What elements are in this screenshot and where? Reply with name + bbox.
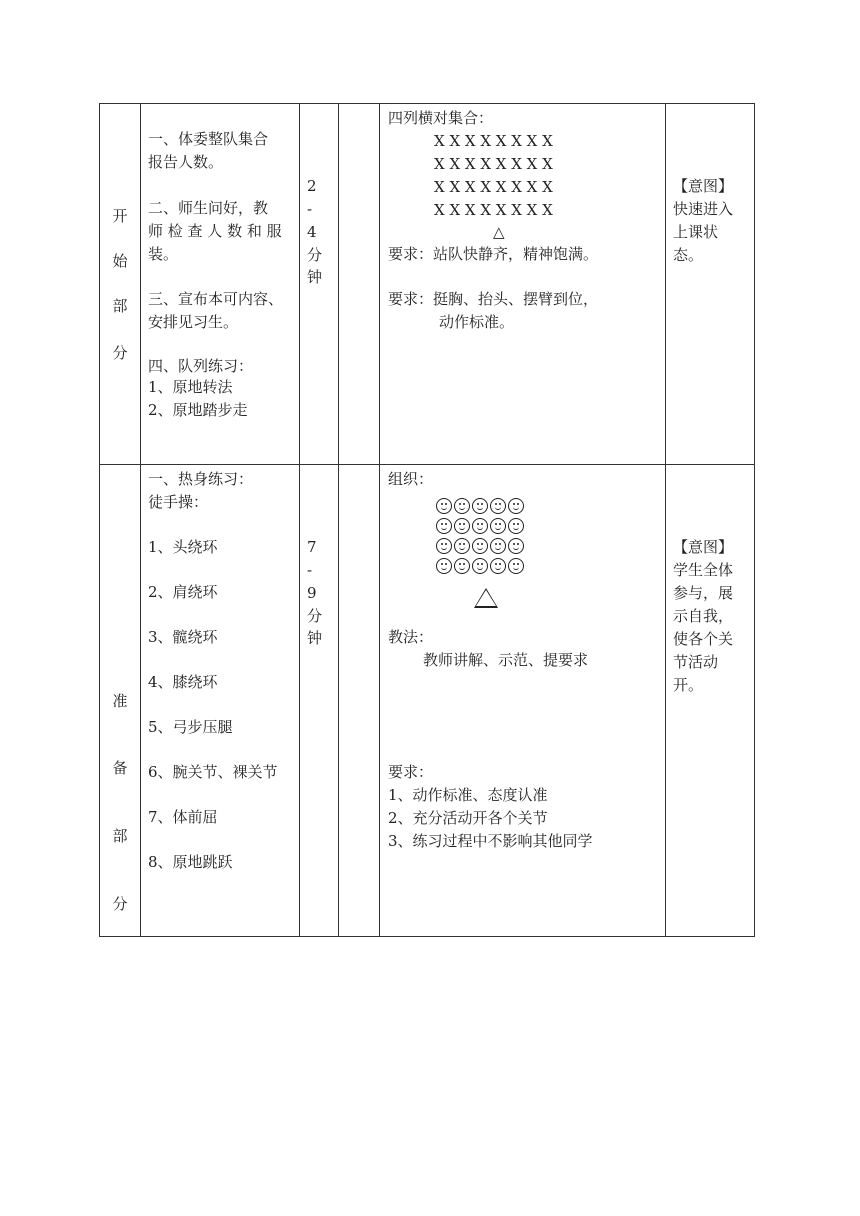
content-line: 安排见习生。 xyxy=(148,313,239,331)
time-char: 钟 xyxy=(307,629,323,647)
formation-row: X X X X X X X X xyxy=(434,132,553,150)
intent-line: 节活动 xyxy=(673,653,719,671)
column-divider xyxy=(665,104,666,464)
part-label-char: 部 xyxy=(112,827,128,845)
intent-line: 态。 xyxy=(673,246,704,264)
content-line: 四、队列练习： xyxy=(148,357,254,375)
exercise-item: 6、腕关节、裸关节 xyxy=(148,763,278,781)
exercise-item: 4、膝绕环 xyxy=(148,673,218,691)
smiley-icon xyxy=(436,518,452,534)
part-label-char: 备 xyxy=(112,759,128,777)
smiley-icon xyxy=(508,558,524,574)
smiley-icon xyxy=(436,538,452,554)
intent-line: 学生全体 xyxy=(673,561,734,579)
intent-line: 上课状 xyxy=(673,223,719,241)
column-divider xyxy=(140,465,141,936)
teacher-triangle-icon xyxy=(474,588,498,608)
content-line: 一、体委整队集合 xyxy=(148,130,269,148)
smiley-icon xyxy=(436,558,452,574)
content-line: 一、热身练习： xyxy=(148,470,254,488)
requirement-title: 要求： xyxy=(388,763,434,781)
smiley-icon xyxy=(472,518,488,534)
column-divider xyxy=(379,465,380,936)
exercise-item: 8、原地跳跃 xyxy=(148,853,233,871)
content-line: 三、宣布本可内容、 xyxy=(148,290,284,308)
smiley-icon xyxy=(490,498,506,514)
smiley-icon xyxy=(472,538,488,554)
column-divider xyxy=(379,104,380,464)
requirement-line: 要求：站队快静齐，精神饱满。 xyxy=(388,245,599,263)
section-prepare-row xyxy=(99,464,755,937)
section-start-row xyxy=(99,103,755,465)
column-divider xyxy=(140,104,141,464)
part-label-char: 部 xyxy=(112,297,128,315)
intent-line: 使各个关 xyxy=(673,630,734,648)
content-line: 报告人数。 xyxy=(148,153,224,171)
requirement-line: 1、动作标准、态度认准 xyxy=(388,786,548,804)
teacher-triangle-icon: △ xyxy=(493,223,505,241)
requirement-line: 动作标准。 xyxy=(439,313,515,331)
smiley-icon xyxy=(508,538,524,554)
formation-row: X X X X X X X X xyxy=(434,155,553,173)
smiley-icon xyxy=(472,558,488,574)
requirement-line: 3、练习过程中不影响其他同学 xyxy=(388,832,593,850)
smiley-icon xyxy=(436,498,452,514)
organization-title: 组织： xyxy=(388,470,434,488)
content-line: 师 检 查 人 数 和 服 xyxy=(148,222,282,240)
lesson-plan-table xyxy=(99,103,755,937)
column-divider xyxy=(299,104,300,464)
smiley-icon xyxy=(490,558,506,574)
column-divider xyxy=(299,465,300,936)
time-char: - xyxy=(307,561,313,579)
smiley-icon xyxy=(454,518,470,534)
content-line: 1、原地转法 xyxy=(148,378,233,396)
time-char: 钟 xyxy=(307,268,323,286)
requirement-line: 要求：挺胸、抬头、摆臂到位， xyxy=(388,290,599,308)
part-label-char: 开 xyxy=(112,207,128,225)
method-text: 教师讲解、示范、提要求 xyxy=(423,651,589,669)
smiley-icon xyxy=(490,538,506,554)
exercise-item: 5、弓步压腿 xyxy=(148,718,233,736)
student-smiley-grid xyxy=(436,498,524,578)
column-divider xyxy=(338,465,339,936)
intent-line: 开。 xyxy=(673,676,704,694)
intent-line: 示自我， xyxy=(673,607,734,625)
intent-line: 【意图】 xyxy=(673,538,734,556)
exercise-item: 3、髋绕环 xyxy=(148,628,218,646)
intent-line: 快速进入 xyxy=(673,200,734,218)
exercise-item: 7、体前屈 xyxy=(148,808,218,826)
exercise-item: 2、肩绕环 xyxy=(148,583,218,601)
part-label-char: 分 xyxy=(112,344,128,362)
time-char: 4 xyxy=(307,223,317,241)
part-label-char: 始 xyxy=(112,252,128,270)
column-divider xyxy=(665,465,666,936)
formation-row: X X X X X X X X xyxy=(434,178,553,196)
time-char: 2 xyxy=(307,177,317,195)
smiley-icon xyxy=(508,498,524,514)
time-char: 分 xyxy=(307,607,323,625)
exercise-item: 1、头绕环 xyxy=(148,538,218,556)
intent-line: 【意图】 xyxy=(673,177,734,195)
requirement-line: 2、充分活动开各个关节 xyxy=(388,809,548,827)
content-line: 徒手操： xyxy=(148,493,209,511)
smiley-icon xyxy=(490,518,506,534)
smiley-icon xyxy=(472,498,488,514)
intent-line: 参与，展 xyxy=(673,584,734,602)
time-char: 9 xyxy=(307,584,317,602)
smiley-icon xyxy=(454,538,470,554)
method-title: 教法： xyxy=(388,628,434,646)
part-label-char: 分 xyxy=(112,895,128,913)
time-char: 分 xyxy=(307,246,323,264)
organization-title: 四列横对集合： xyxy=(388,109,494,127)
column-divider xyxy=(338,104,339,464)
smiley-icon xyxy=(508,518,524,534)
content-line: 二、师生问好，教 xyxy=(148,199,269,217)
content-line: 装。 xyxy=(148,245,179,263)
time-char: 7 xyxy=(307,538,317,556)
part-label-char: 准 xyxy=(112,692,128,710)
smiley-icon xyxy=(454,498,470,514)
time-char: - xyxy=(307,200,313,218)
smiley-icon xyxy=(454,558,470,574)
content-line: 2、原地踏步走 xyxy=(148,401,248,419)
formation-row: X X X X X X X X xyxy=(434,201,553,219)
